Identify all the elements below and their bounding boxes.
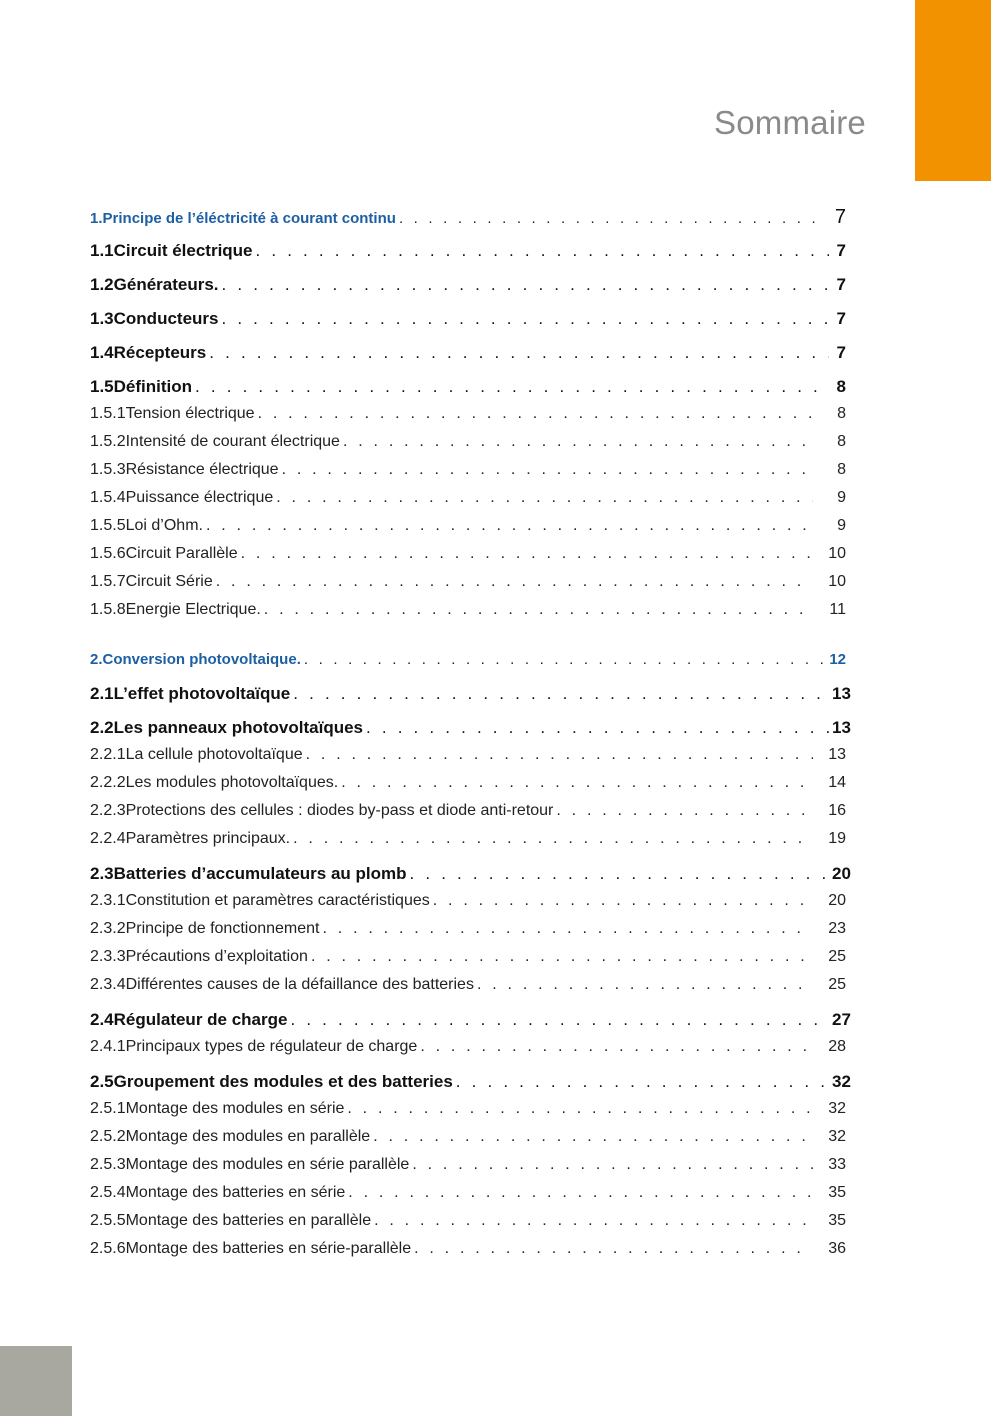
toc-entry[interactable] bbox=[90, 343, 846, 363]
toc-page-number: 7 bbox=[836, 241, 846, 260]
toc-leader-dots bbox=[293, 830, 813, 848]
toc-page-number: 32 bbox=[828, 1100, 846, 1117]
toc-number: 2.3.2 bbox=[90, 920, 126, 937]
toc-leader-dots bbox=[293, 684, 829, 704]
toc-label: Puissance électrique bbox=[125, 489, 274, 506]
toc-number: 1.2 bbox=[90, 275, 114, 294]
toc-entry[interactable] bbox=[90, 864, 851, 884]
toc-leader-dots bbox=[348, 1184, 813, 1202]
toc-page-number: 13 bbox=[828, 746, 846, 763]
toc-leader-dots bbox=[290, 1010, 829, 1030]
toc-leader-dots bbox=[206, 517, 813, 535]
toc-page-number: 19 bbox=[828, 830, 846, 847]
toc-label: Constitution et paramètres caractéristiques bbox=[125, 892, 430, 909]
toc-page-number: 8 bbox=[836, 377, 846, 396]
toc-number: 2.5.4 bbox=[90, 1184, 126, 1201]
toc-entry[interactable] bbox=[90, 892, 846, 910]
toc-label: Résistance électrique bbox=[125, 461, 279, 478]
toc-page-number: 10 bbox=[828, 545, 846, 562]
toc-number: 2.2.3 bbox=[90, 802, 126, 819]
toc-label: Montage des modules en série parallèle bbox=[125, 1156, 410, 1173]
toc-number: 1.3 bbox=[90, 309, 114, 328]
toc-leader-dots bbox=[276, 489, 813, 507]
toc-entry[interactable] bbox=[90, 1010, 851, 1030]
toc-label: Circuit électrique bbox=[113, 241, 253, 260]
toc-label: Circuit Parallèle bbox=[125, 545, 238, 562]
toc-number: 1.4 bbox=[90, 343, 114, 362]
toc-number: 2.5.5 bbox=[90, 1212, 126, 1229]
toc-entry[interactable] bbox=[90, 948, 846, 966]
toc-entry[interactable] bbox=[90, 1038, 846, 1056]
toc-page-number: 35 bbox=[828, 1184, 846, 1201]
toc-entry[interactable] bbox=[90, 1128, 846, 1146]
toc-number: 2.5.3 bbox=[90, 1156, 126, 1173]
toc-entry[interactable] bbox=[90, 517, 846, 535]
toc-number: 1.5 bbox=[90, 377, 114, 396]
toc-number: 1.5.3 bbox=[90, 461, 126, 478]
toc-leader-dots bbox=[456, 1072, 829, 1092]
toc-label: Paramètres principaux. bbox=[125, 830, 291, 847]
toc-label: Conversion photovoltaique. bbox=[102, 651, 301, 668]
toc-leader-dots bbox=[264, 601, 813, 619]
toc-page-number: 20 bbox=[828, 892, 846, 909]
toc-page-number: 32 bbox=[828, 1128, 846, 1145]
toc-entry[interactable] bbox=[90, 920, 846, 938]
toc-leader-dots bbox=[195, 377, 829, 397]
toc-label: Montage des batteries en série-parallèle bbox=[125, 1240, 412, 1257]
toc-page-number: 16 bbox=[828, 802, 846, 819]
toc-label: Montage des modules en parallèle bbox=[125, 1128, 371, 1145]
toc-leader-dots bbox=[477, 976, 813, 994]
toc-leader-dots bbox=[347, 1100, 813, 1118]
toc-entry[interactable] bbox=[90, 433, 846, 451]
toc-label: Tension électrique bbox=[125, 405, 255, 422]
toc-page-number: 11 bbox=[829, 601, 846, 618]
toc-leader-dots bbox=[366, 718, 829, 738]
toc-number: 2.4 bbox=[90, 1010, 114, 1029]
toc-leader-dots bbox=[373, 1128, 813, 1146]
toc-number: 2.4.1 bbox=[90, 1038, 126, 1055]
toc-page-number: 35 bbox=[828, 1212, 846, 1229]
toc-page-number: 25 bbox=[828, 976, 846, 993]
toc-entry[interactable] bbox=[90, 718, 851, 738]
toc-entry[interactable] bbox=[90, 1240, 846, 1258]
toc-label: Circuit Série bbox=[125, 573, 213, 590]
toc-label: Générateurs. bbox=[113, 275, 219, 294]
toc-entry[interactable] bbox=[90, 746, 846, 764]
toc-page-number: 9 bbox=[837, 489, 846, 506]
toc-leader-dots bbox=[311, 948, 813, 966]
toc-leader-dots bbox=[256, 241, 829, 261]
toc-entry[interactable] bbox=[90, 1072, 851, 1092]
toc-leader-dots bbox=[216, 573, 813, 591]
toc-leader-dots bbox=[241, 545, 813, 563]
toc-number: 1.5.2 bbox=[90, 433, 126, 450]
toc-number: 1.5.5 bbox=[90, 517, 126, 534]
toc-page-number: 13 bbox=[832, 718, 851, 737]
toc-number: 1.5.4 bbox=[90, 489, 126, 506]
toc-leader-dots bbox=[341, 774, 813, 792]
toc-leader-dots bbox=[420, 1038, 813, 1056]
toc-page-number: 7 bbox=[836, 343, 846, 362]
toc-entry[interactable] bbox=[90, 377, 846, 397]
toc-label: Montage des batteries en série bbox=[125, 1184, 346, 1201]
toc-leader-dots bbox=[304, 651, 823, 668]
toc-entry[interactable] bbox=[90, 206, 846, 229]
toc-number: 2.2 bbox=[90, 718, 114, 737]
toc-page-number: 7 bbox=[836, 275, 846, 294]
toc-leader-dots bbox=[399, 210, 823, 227]
toc-leader-dots bbox=[410, 864, 829, 884]
toc-leader-dots bbox=[343, 433, 813, 451]
toc-entry[interactable] bbox=[90, 976, 846, 994]
toc-page-number: 10 bbox=[828, 573, 846, 590]
toc-leader-dots bbox=[556, 802, 813, 820]
toc-leader-dots bbox=[414, 1240, 813, 1258]
toc-entry[interactable] bbox=[90, 489, 846, 507]
toc-leader-dots bbox=[209, 343, 829, 363]
toc-page-number: 9 bbox=[837, 517, 846, 534]
toc-label: Montage des modules en série bbox=[125, 1100, 345, 1117]
toc-number: 1.1 bbox=[90, 241, 114, 260]
toc-number: 2.2.1 bbox=[90, 746, 126, 763]
toc-label: Les modules photovoltaïques. bbox=[125, 774, 339, 791]
toc-page-number: 23 bbox=[828, 920, 846, 937]
toc-entry[interactable] bbox=[90, 1100, 846, 1118]
toc-label: Loi d’Ohm. bbox=[125, 517, 203, 534]
toc-leader-dots bbox=[306, 746, 813, 764]
toc-page-number: 36 bbox=[828, 1240, 846, 1257]
toc-entry[interactable] bbox=[90, 275, 846, 295]
toc-leader-dots bbox=[221, 309, 829, 329]
toc-leader-dots bbox=[433, 892, 813, 910]
toc-number: 2.5 bbox=[90, 1072, 114, 1091]
toc-number: 1.5.8 bbox=[90, 601, 126, 618]
toc-entry[interactable] bbox=[90, 309, 846, 329]
toc-entry[interactable] bbox=[90, 774, 846, 792]
toc-page-number: 7 bbox=[836, 309, 846, 328]
toc-page-number: 27 bbox=[832, 1010, 851, 1029]
toc-label: Groupement des modules et des batteries bbox=[113, 1072, 453, 1091]
toc-number: 2.1 bbox=[90, 684, 114, 703]
toc-number: 2.3.4 bbox=[90, 976, 126, 993]
toc-entry[interactable] bbox=[90, 241, 846, 261]
toc-number: 2.2.4 bbox=[90, 830, 126, 847]
toc-entry[interactable] bbox=[90, 545, 846, 563]
toc-page-number: 33 bbox=[828, 1156, 846, 1173]
toc-label: Différentes causes de la défaillance des batteries bbox=[125, 976, 474, 993]
toc-page-number: 20 bbox=[832, 864, 851, 883]
toc-entry[interactable] bbox=[90, 1156, 846, 1174]
toc-page-number: 32 bbox=[832, 1072, 851, 1091]
toc-page-number: 8 bbox=[837, 405, 846, 422]
toc-page-number: 13 bbox=[832, 684, 851, 703]
toc-leader-dots bbox=[374, 1212, 813, 1230]
toc-entry[interactable] bbox=[90, 1184, 846, 1202]
toc-page-number: 12 bbox=[829, 651, 846, 668]
toc-label: La cellule photovoltaïque bbox=[125, 746, 303, 763]
toc-number: 2.5.6 bbox=[90, 1240, 126, 1257]
toc-page-number: 8 bbox=[837, 433, 846, 450]
toc-entry[interactable] bbox=[90, 802, 846, 820]
toc-label: Batteries d’accumulateurs au plomb bbox=[113, 864, 407, 883]
toc-label: Précautions d’exploitation bbox=[125, 948, 308, 965]
toc-label: Conducteurs bbox=[113, 309, 219, 328]
toc-label: Principe de l’éléctricité à courant continu bbox=[102, 210, 396, 227]
toc-page-number: 7 bbox=[834, 206, 846, 228]
toc-entry[interactable] bbox=[90, 405, 846, 423]
toc-leader-dots bbox=[258, 405, 813, 423]
toc-number: 1.5.1 bbox=[90, 405, 126, 422]
toc-page-number: 14 bbox=[828, 774, 846, 791]
toc-label: Protections des cellules : diodes by-pass et diode anti-retour bbox=[125, 802, 554, 819]
toc-number: 1.5.7 bbox=[90, 573, 126, 590]
toc-label: Les panneaux photovoltaïques bbox=[113, 718, 364, 737]
toc-label: Intensité de courant électrique bbox=[125, 433, 340, 450]
page-title: Sommaire bbox=[714, 104, 866, 141]
toc-number: 2.5.2 bbox=[90, 1128, 126, 1145]
toc-page-number: 28 bbox=[828, 1038, 846, 1055]
toc-label: Montage des batteries en parallèle bbox=[125, 1212, 372, 1229]
toc-label: Récepteurs bbox=[113, 343, 207, 362]
toc-leader-dots bbox=[282, 461, 813, 479]
toc-number: 1.5.6 bbox=[90, 545, 126, 562]
toc-number: 2.2.2 bbox=[90, 774, 126, 791]
toc-number: 2.3 bbox=[90, 864, 114, 883]
toc-label: Energie Electrique. bbox=[125, 601, 261, 618]
toc-page-number: 25 bbox=[828, 948, 846, 965]
toc-number: 2.3.3 bbox=[90, 948, 126, 965]
toc-label: Définition bbox=[113, 377, 193, 396]
toc-entry[interactable] bbox=[90, 651, 846, 668]
toc-entry[interactable] bbox=[90, 573, 846, 591]
toc-entry[interactable] bbox=[90, 830, 846, 848]
toc-label: Principaux types de régulateur de charge bbox=[125, 1038, 418, 1055]
toc-entry[interactable] bbox=[90, 684, 851, 704]
toc-number: 2.5.1 bbox=[90, 1100, 126, 1117]
toc-label: Principe de fonctionnement bbox=[125, 920, 320, 937]
toc-number: 2.3.1 bbox=[90, 892, 126, 909]
toc-leader-dots bbox=[323, 920, 814, 938]
toc-label: Régulateur de charge bbox=[113, 1010, 288, 1029]
toc-entry[interactable] bbox=[90, 601, 846, 619]
toc-entry[interactable] bbox=[90, 1212, 846, 1230]
toc-number: 2. bbox=[90, 651, 103, 668]
toc-number: 1. bbox=[90, 210, 103, 227]
toc-leader-dots bbox=[222, 275, 829, 295]
toc-page-number: 8 bbox=[837, 461, 846, 478]
toc-leader-dots bbox=[412, 1156, 813, 1174]
toc-label: L’effet photovoltaïque bbox=[113, 684, 291, 703]
toc-entry[interactable] bbox=[90, 461, 846, 479]
